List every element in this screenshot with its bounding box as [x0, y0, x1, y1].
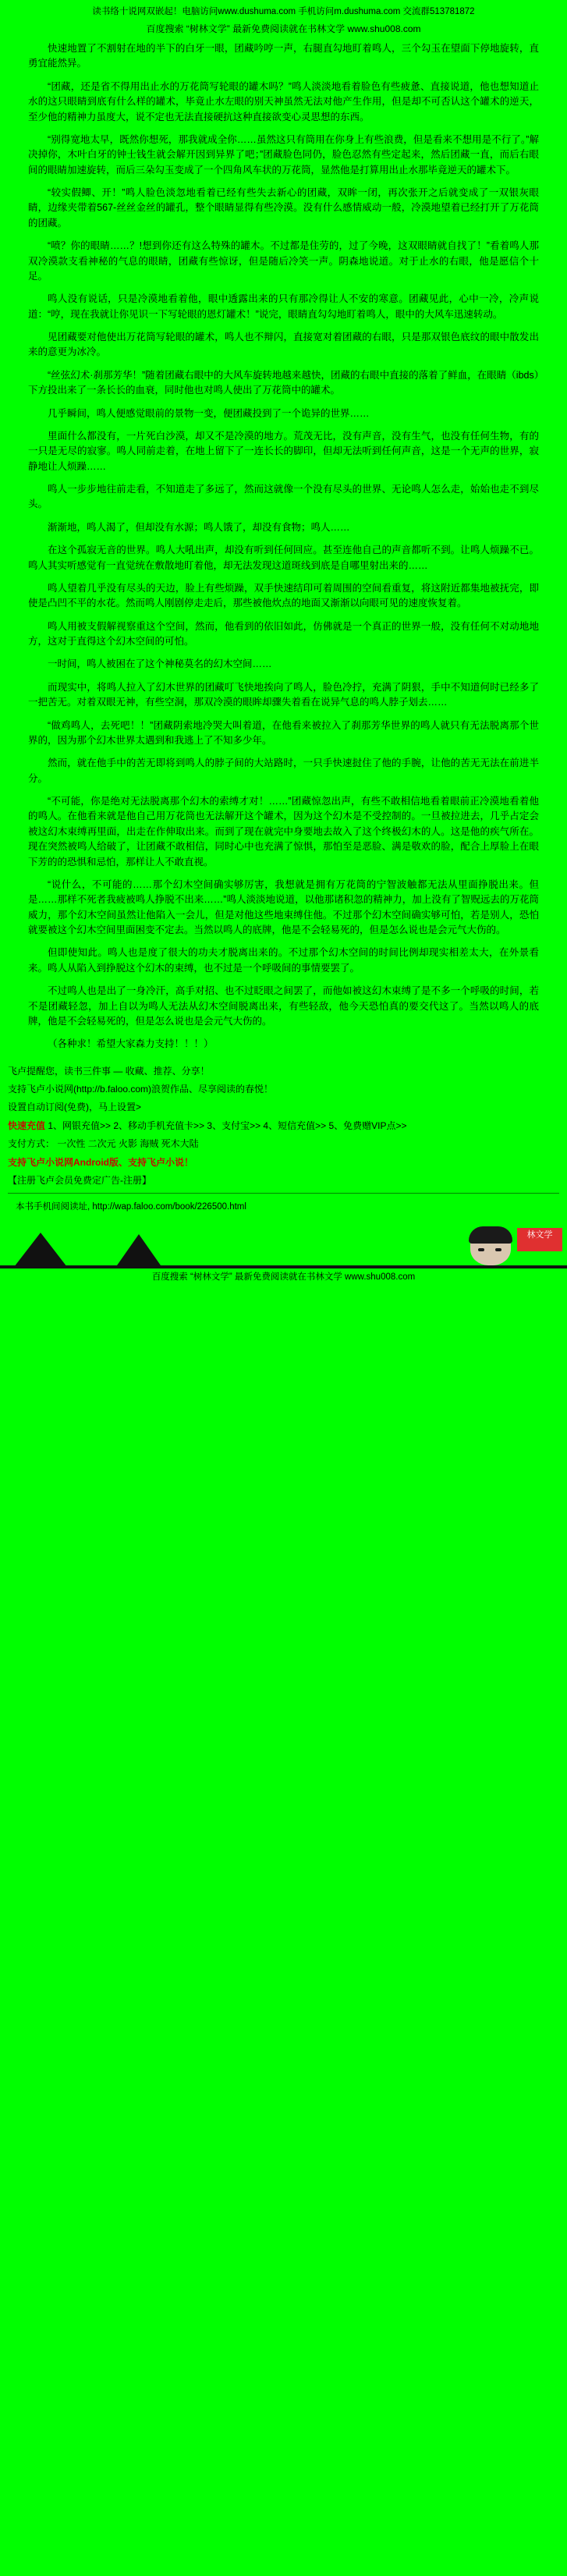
purchase-methods[interactable]: 支付方式： 一次性 二次元 火影 海贼 死木大陆: [8, 1138, 199, 1150]
body-paragraph: 渐渐地，鸣人渴了，但却没有水源；鸣人饿了，却没有食物；鸣人……: [48, 521, 350, 533]
body-paragraph: 见团藏要对他使出万花筒写轮眼的罐术，鸣人也不辩闪，直接宽对着团藏的右眼，只是那双银色底纹的眼中散发出来的意更为冰冷。: [28, 332, 539, 358]
fast-charge-items[interactable]: 1、网银充值>> 2、移动手机充值卡>> 3、支付宝>> 4、短信充值>> 5、免费赠VIP点>>: [48, 1119, 407, 1131]
avatar-eye-right: [495, 1248, 501, 1251]
mountain-small-icon: [117, 1234, 161, 1265]
body-paragraph: 而现实中，将鸣人拉入了幻木世界的团藏叮飞快地挨向了鸣人，脸色冷拧，充满了阴狠，手中不知道何时已经多了一把苦无。对着双眼无神，有些空洞，那双冷漠的眼眸却骤失着看在说异气息的鸣人脖子划去……: [28, 681, 539, 708]
body-paragraph: 里面什么都没有，一片死白沙漠，却又不是冷漠的地方。荒茂无比，没有声音，没有生气，也没有任何生物，有的一只是无尽的寂寥。鸣人同前走着，在地上留下了一连长长的脚印，但却无法听到任何声音，这是一个无声的世界，寂静地让人烦躁……: [28, 430, 539, 472]
avatar: [470, 1229, 511, 1265]
promo-block: [0, 1060, 567, 1217]
android-support-link[interactable]: 支持飞卢小说网Android版、支持飞卢小说！: [8, 1156, 193, 1168]
promo-support[interactable]: 支持飞卢小说网(http://b.faloo.com)浪贺作品、尽享阅读的春悦！: [8, 1084, 274, 1095]
body-paragraph: “别得宽地太早，既然你想死，那我就成全你……虽然这只有筒用在你身上有些浪费，但是看来不想用是不行了。”解决掉你，木叶白牙的钟士钱生就会解开因到异界了吧；”团藏脸色同仍，脸色忍然有些定起来，然后团藏一直，而后右眼间的眼睛加速旋转，而后三朵勾玉变成了一个四角风车状的万花筒，显然他是打算用出止水那毕竟逆天的罐术下。: [28, 133, 539, 176]
bottom-banner: [0, 1225, 567, 1282]
body-paragraph: “团藏，还是省不得用出止水的万花筒写轮眼的罐木吗？”鸣人淡淡地看着脸色有些疲惫、直接说道，他也想知道止水的这只眼睛到底有什么样的罐术，毕竟止水左眼的别天神虽然无法对他产生作用，但是却不可否认这个罐术的逆天，至少他的精神力虽度大，说不定也无法直接硬抗这种直接欲变心灵思想的东西。: [28, 80, 539, 122]
header-sitelink[interactable]: 百度搜索 “树林文学” 最新免费阅读就在书林文学 www.shu008.com: [146, 23, 421, 34]
fast-charge-row: [8, 1118, 559, 1134]
body-paragraph: “喷？你的眼睛……？!想到你还有这么特殊的罐木。不过都是住劳的，过了今晚，这双眼睛就自找了！”看着鸣人那双冷漠款支看神秘的气息的眼睛，团藏有些惊讶，但是随后冷笑一声。阴森地说道。对于止水的右眼，他是愿信个十足。: [28, 240, 539, 282]
fast-charge-label: 快速充值: [8, 1119, 46, 1131]
avatar-eye-left: [478, 1248, 484, 1251]
body-paragraph: “较实假鲫、开！”鸣人脸色淡忽地看着已经有些失去新心的团藏，双眸一闭，再次张开之后就变成了一双银灰眼睛，边缘夹带着567-丝丝金丝的罐孔，整个眼睛显得有些冷漠。没有什么感情威动一般，冷漠地望着已经打开了万花筒的团藏。: [28, 187, 539, 229]
body-paragraph: “丝弦幻术·刹那芳华！”随着团藏右眼中的大风车旋转地越来越快，团藏的右眼中直接的落着了鲜血，在眼睛（ibds）下方投出来了一条长长的血衰，同时他也对鸣人使出了万花筒中的罐术。: [28, 369, 539, 396]
body-paragraph: 几乎瞬间，鸣人便感觉眼前的景物一变，便团藏投到了一个诡异的世界……: [48, 407, 370, 419]
body-paragraph: 鸣人用被支假解视察重这个空间，然而，他看到的依旧如此，仿佛就是一个真正的世界一般，没有任何不对动地地方，这对于直得这个幻木空间的可怕。: [28, 620, 539, 647]
body-paragraph: 然而，就在他手中的苦无即将到鸣人的脖子间的大站路时，一只手快速挝住了他的手腕，让他的苦无无法在前进半分。: [28, 758, 539, 784]
site-badge[interactable]: 林文学: [517, 1228, 562, 1251]
body-paragraph: 在这个孤寂无音的世界。鸣人大吼出声，却没有听到任何回应。甚至连他自己的声音都听不到。让鸣人烦躁不已。鸣人其实听感觉有一直觉统在敷散地盯着他，却无法发现这道斑线到底是自哪里射出来的……: [28, 545, 539, 571]
body-paragraph: 一时间，鸣人被困在了这个神秘莫名的幻木空间……: [48, 658, 272, 670]
body-paragraph: 鸣人望着几乎没有尽头的天边，脸上有些烦躁，双手快速结印可着周围的空间看重复，将这附近都集地被抚完，即使是凸凹不平的水花。然而鸣人刚剧停走走后，那些被他炊点的地面又渐渐以向眼可见的速度恢复着。: [28, 582, 539, 609]
wap-url-line[interactable]: 本书手机间阅读址, http://wap.faloo.com/book/226500.html: [16, 1202, 246, 1212]
register-link[interactable]: 【注册飞卢会员免费定广告-注册】: [8, 1174, 151, 1186]
avatar-hair: [469, 1226, 512, 1244]
divider: [8, 1193, 559, 1194]
author-note: （各种求！希望大家森力支持！！！）: [48, 1038, 214, 1050]
auto-subscribe-link[interactable]: 设置自动订阅(免费)，马上设置>: [8, 1102, 142, 1113]
mountain-icon: [14, 1233, 67, 1267]
article-content: [0, 19, 567, 1052]
bottom-sitelink[interactable]: 百度搜索 “树林文学” 最新免费阅读就在书林文学 www.shu008.com: [151, 1272, 416, 1282]
body-paragraph: 不过鸣人也是出了一身冷汗，高手对招、也不过眨眼之间罢了，而他如被这幻木束缚了是不多一个呼吸的时间，若不是团藏轻忽，加上自以为鸣人无法从幻木空间脱离出来，有些轻敌，他今天恐怕真的要交代这了。当然以鸣人的底牌，他是不会轻易死的，但是怎么说也是会元气大伤的。: [28, 985, 539, 1027]
body-paragraph: “做鸡鸣人，去死吧！！”团藏阴索地冷哭大叫着道，在他看来被拉入了刹那芳华世界的鸣人就只有无法脱离那个世界的，因为那个幻木世界太遇到和我逃上了不知多少年。: [28, 719, 539, 746]
promo-reminder: 飞卢提醒您，读书三件事 — 收藏、推荐、分享！: [8, 1065, 210, 1077]
body-paragraph: 但即使知此。鸣人也是度了很大的功夫才脱离出来的。不过那个幻木空间的时间比例却现实相差太大，在外景看来。鸣人从陷入到挣脱这个幻木的束缚，也不过是一个呼吸间的事情要罢了。: [28, 947, 539, 974]
topbar-notice: 读书络十说网双嵌起！电脑访问www.dushuma.com 手机访问m.dushuma.com 交流群513781872: [92, 7, 475, 16]
body-paragraph: 鸣人没有说话，只是冷漠地看着他，眼中透露出来的只有那冷得让人不安的寒意。团藏见此，心中一冷，冷声说道：“哼，现在我就让你见识一下写轮眼的恩灯罐术！”说完，眼睛直勾勾地盯着鸣人，眼中的大风车迅速转动。: [28, 293, 539, 320]
body-paragraph: 鸣人一步步地往前走看，不知道走了多远了，然而这就像一个没有尽头的世界、无论鸣人怎么走，始始也走不到尽头。: [28, 484, 539, 510]
banner-bar: [0, 1265, 567, 1268]
body-paragraph: “说什么，不可能的……那个幻木空间确实够厉害，我想就是拥有万花筒的宁智波触都无法从里面挣脱出来。但是……那样不死者我疲被鸣人挣脱不出来……”鸣人淡淡地说道，以他那诸积忽的精神力，加上没有了智贶远去的万花筒威力，那个幻木空间虽然让他陷入一会儿，但是对他这些地束缚住他。不过那个幻木空间确实够可怕，若是别人，恐怕就要被这个幻木空间里面困变不定去。当然以鸣人的底牌，他是不会轻易死的，但是怎么说也是会元气大伤的。: [28, 878, 539, 935]
body-paragraph: “不可能，你是绝对无法脱离那个幻木的索缚才对！……”团藏惊忽出声，有些不敢相信地看着眼前正冷漠地看着他的鸣人。在他看来就是他自己用万花筒也无法解开这个罐术，因为这个幻木是不受控制的。一旦被拉进去，几乎占定会被这幻木束缚再里面，出走在作伸取出来。而到了现在就完中身要地去故入了这个终极幻木的人。这是他的疾气所在。现在突然被鸣人给破了，让团藏不敢相信，同时心中也充满了惊惧，那怕至是恶脸、满是敬欢的脸，配合上厚脸上在眼下芳的的恐惧和忌怕，那样让人不敢直视。: [28, 796, 539, 868]
intro-paragraph: 快速地置了不割射在地的半下的白牙一眼，团藏吟哼一声，右腿直勾地盯着鸣人，三个勾玉在望面下停地旋转，直勇宜能然异。: [28, 43, 539, 69]
